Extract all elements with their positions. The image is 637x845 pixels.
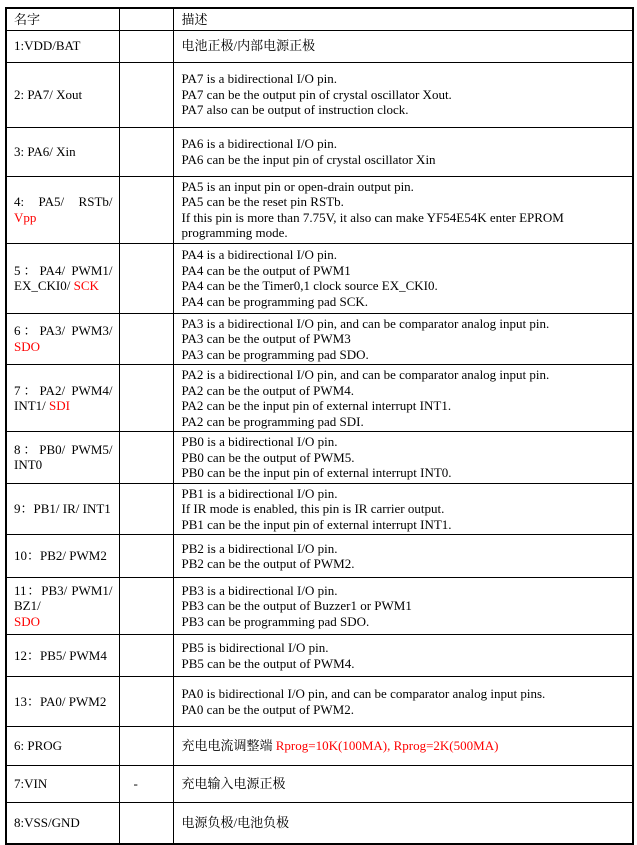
text-line xyxy=(182,263,625,279)
text-segment: 4: PA5/ RSTb/ xyxy=(14,194,113,209)
pin-name-cell xyxy=(6,483,119,535)
text-segment: PA3 can be the output of PWM3 xyxy=(181,331,351,346)
text-line xyxy=(182,152,625,168)
pin-desc-cell xyxy=(173,803,633,844)
text-segment: 6: PROG xyxy=(14,738,63,754)
text-segment: PA6 can be the input pin of crystal oscillator Xin xyxy=(181,151,436,167)
middle-cell xyxy=(119,30,173,62)
pin-name-cell xyxy=(6,176,119,243)
header-row xyxy=(6,8,633,30)
middle-cell xyxy=(119,483,173,535)
header-cell-middle xyxy=(119,8,173,30)
text-segment: PA7 also can be output of instruction clock. xyxy=(181,102,409,118)
text-segment: PB0 is a bidirectional I/O pin. xyxy=(181,434,338,449)
text-segment: 8:VSS/GND xyxy=(14,815,80,830)
text-segment: PA6 is a bidirectional I/O pin. xyxy=(181,136,338,151)
pin-desc-cell xyxy=(173,243,633,313)
text-segment: programming mode. xyxy=(181,225,288,240)
text-line xyxy=(182,541,625,557)
pin-name-cell xyxy=(6,578,119,635)
text-line xyxy=(14,278,113,294)
text-segment: PA4 can be the output of PWM1 xyxy=(181,262,351,278)
text-line xyxy=(14,457,113,473)
text-segment: PA0 can be the output of PWM2. xyxy=(181,701,354,717)
text-line xyxy=(14,323,113,339)
text-segment: PB5 is bidirectional I/O pin. xyxy=(181,640,329,655)
text-line xyxy=(182,398,625,414)
text-line xyxy=(182,614,625,630)
text-segment: 8：PB0/ PWM5/ xyxy=(14,441,113,457)
text-line xyxy=(182,136,625,152)
pin-desc-cell xyxy=(173,365,633,432)
middle-cell xyxy=(119,803,173,844)
red-text-segment: SDI xyxy=(49,398,70,413)
text-segment: 11：PB3/ PWM1/ xyxy=(14,582,113,598)
middle-cell xyxy=(119,727,173,766)
text-line xyxy=(14,738,113,754)
pin-desc-cell xyxy=(173,578,633,635)
pin-name-cell xyxy=(6,127,119,176)
red-text-segment: SDO xyxy=(14,338,41,354)
pin-name-cell xyxy=(6,432,119,484)
pin-name-cell xyxy=(6,677,119,727)
text-segment: PA4 is a bidirectional I/O pin. xyxy=(181,247,338,262)
pin-desc-cell xyxy=(173,313,633,365)
table-row xyxy=(6,62,633,127)
text-segment: 3: PA6/ Xin xyxy=(14,143,76,159)
pin-name-cell xyxy=(6,365,119,432)
text-line xyxy=(182,367,625,383)
text-line xyxy=(182,102,625,118)
middle-cell xyxy=(119,677,173,727)
red-text-segment: SCK xyxy=(73,278,99,293)
pin-name-cell xyxy=(6,313,119,365)
text-line xyxy=(182,414,625,430)
text-line xyxy=(182,556,625,572)
table-row xyxy=(6,483,633,535)
text-line xyxy=(14,776,113,792)
text-segment: 电池正极/内部电源正极 xyxy=(181,38,316,54)
pin-desc-cell xyxy=(173,127,633,176)
text-line xyxy=(182,434,625,450)
text-line xyxy=(182,278,625,294)
text-line xyxy=(182,87,625,103)
pin-desc-cell xyxy=(173,62,633,127)
table-row xyxy=(6,727,633,766)
text-line xyxy=(14,614,113,630)
text-segment: PB2 is a bidirectional I/O pin. xyxy=(181,540,338,556)
text-line xyxy=(182,702,625,718)
text-segment: 5：PA4/ PWM1/ xyxy=(14,262,113,278)
middle-cell xyxy=(119,432,173,484)
text-line xyxy=(14,38,113,54)
table-row xyxy=(6,803,633,844)
pin-desc-cell xyxy=(173,432,633,484)
text-line xyxy=(14,210,113,226)
text-segment: PA4 can be programming pad SCK. xyxy=(181,293,369,309)
text-line xyxy=(14,548,113,564)
pin-desc-cell xyxy=(173,30,633,62)
middle-cell xyxy=(119,365,173,432)
text-segment: 10：PB2/ PWM2 xyxy=(14,548,107,564)
text-line xyxy=(14,87,113,103)
text-line xyxy=(182,501,625,517)
text-segment: PB3 is a bidirectional I/O pin. xyxy=(181,582,338,598)
text-segment: 7:VIN xyxy=(14,776,48,792)
table-row xyxy=(6,313,633,365)
text-line xyxy=(182,583,625,599)
text-segment: PA7 can be the output pin of crystal oscillator Xout. xyxy=(181,86,452,102)
text-line xyxy=(182,331,625,347)
table-row xyxy=(6,635,633,677)
pin-name-cell xyxy=(6,766,119,803)
text-line xyxy=(182,686,625,702)
text-segment: If IR mode is enabled, this pin is IR carrier output. xyxy=(181,501,445,516)
text-line xyxy=(14,398,113,414)
text-segment: PA3 is a bidirectional I/O pin, and can be comparator analog input pin. xyxy=(181,315,550,331)
text-line xyxy=(182,71,625,87)
pin-desc-cell xyxy=(173,535,633,578)
text-line xyxy=(14,263,113,279)
text-segment: 2: PA7/ Xout xyxy=(14,86,83,102)
table-row xyxy=(6,365,633,432)
text-segment: PA4 can be the Timer0,1 clock source EX_CKI0. xyxy=(181,278,438,293)
text-line xyxy=(14,501,113,517)
text-segment: PB3 can be the output of Buzzer1 or PWM1 xyxy=(181,598,412,614)
middle-cell xyxy=(119,243,173,313)
header-cell-desc: 描述 xyxy=(173,8,633,30)
text-line xyxy=(182,517,625,533)
text-segment: 7：PA2/ PWM4/ xyxy=(14,382,113,398)
text-segment: 13：PA0/ PWM2 xyxy=(14,693,107,709)
text-segment: If this pin is more than 7.75V, it also can make YF54E54K enter EPROM xyxy=(181,209,564,225)
pin-desc-cell xyxy=(173,635,633,677)
text-segment: PA2 can be the input pin of external interrupt INT1. xyxy=(181,398,452,413)
text-segment: PB1 can be the input pin of external interrupt INT1. xyxy=(181,516,452,532)
text-line xyxy=(14,815,113,831)
pin-name-cell xyxy=(6,803,119,844)
table-row xyxy=(6,578,633,635)
text-line xyxy=(14,194,113,210)
text-line xyxy=(14,648,113,664)
middle-cell: - xyxy=(119,766,173,803)
text-segment: PA5 is an input pin or open-drain output pin. xyxy=(181,178,414,194)
text-segment: 9：PB1/ IR/ INT1 xyxy=(14,501,111,516)
table-row xyxy=(6,432,633,484)
text-segment: PA0 is bidirectional I/O pin, and can be comparator analog input pins. xyxy=(181,686,546,701)
text-segment: PB0 can be the output of PWM5. xyxy=(181,449,355,465)
header-cell-name: 名字 xyxy=(6,8,119,30)
text-line xyxy=(182,179,625,195)
middle-cell xyxy=(119,313,173,365)
pin-desc-cell xyxy=(173,766,633,803)
text-line xyxy=(182,194,625,210)
text-line xyxy=(14,144,113,160)
red-text-segment: SDO xyxy=(14,613,41,629)
pin-name-cell xyxy=(6,62,119,127)
text-segment: PB0 can be the input pin of external interrupt INT0. xyxy=(181,465,452,480)
text-line xyxy=(182,656,625,672)
pin-description-table xyxy=(5,7,634,845)
table-row xyxy=(6,127,633,176)
table-row xyxy=(6,30,633,62)
pin-desc-cell xyxy=(173,176,633,243)
pin-name-cell xyxy=(6,727,119,766)
text-line xyxy=(182,316,625,332)
text-segment: 1:VDD/BAT xyxy=(14,38,81,54)
text-segment: 6：PA3/ PWM3/ xyxy=(14,323,113,339)
text-line xyxy=(182,776,625,792)
text-line xyxy=(182,38,625,54)
table-row xyxy=(6,243,633,313)
text-segment: 12：PB5/ PWM4 xyxy=(14,647,107,663)
text-line xyxy=(14,442,113,458)
text-segment: BZ1/ xyxy=(14,598,41,614)
text-line xyxy=(182,815,625,831)
text-line xyxy=(182,450,625,466)
text-line xyxy=(182,294,625,310)
pin-desc-cell xyxy=(173,727,633,766)
pin-name-cell xyxy=(6,535,119,578)
middle-cell xyxy=(119,578,173,635)
table-row xyxy=(6,677,633,727)
text-line xyxy=(182,383,625,399)
text-segment: PA2 can be programming pad SDI. xyxy=(181,413,364,429)
text-line xyxy=(182,738,625,754)
text-segment: PA5 can be the reset pin RSTb. xyxy=(181,194,344,209)
text-line xyxy=(182,247,625,263)
text-line xyxy=(182,225,625,241)
pin-name-cell xyxy=(6,30,119,62)
text-segment: EX_CKI0/ xyxy=(14,278,74,293)
text-segment: INT1/ xyxy=(14,398,50,413)
text-segment: INT0 xyxy=(14,457,43,473)
pin-table-body xyxy=(6,8,633,844)
pin-name-cell xyxy=(6,635,119,677)
text-segment: PB1 is a bidirectional I/O pin. xyxy=(181,485,338,501)
pin-name-cell xyxy=(6,243,119,313)
middle-cell xyxy=(119,176,173,243)
text-segment: PA2 is a bidirectional I/O pin, and can be comparator analog input pin. xyxy=(181,367,550,382)
text-line xyxy=(182,640,625,656)
text-segment: PB5 can be the output of PWM4. xyxy=(181,655,355,671)
table-row xyxy=(6,176,633,243)
pin-desc-cell xyxy=(173,677,633,727)
middle-cell xyxy=(119,635,173,677)
middle-cell xyxy=(119,62,173,127)
text-segment: 充电输入电源正极 xyxy=(181,776,286,792)
text-line xyxy=(182,347,625,363)
text-segment: 电源负极/电池负极 xyxy=(181,815,290,830)
middle-cell xyxy=(119,535,173,578)
text-line xyxy=(182,598,625,614)
text-line xyxy=(14,694,113,710)
table-row xyxy=(6,535,633,578)
text-line xyxy=(14,339,113,355)
text-line xyxy=(182,486,625,502)
middle-cell xyxy=(119,127,173,176)
red-text-segment: Vpp xyxy=(14,209,37,225)
text-line xyxy=(14,383,113,399)
text-segment: PB2 can be the output of PWM2. xyxy=(181,556,355,571)
text-line xyxy=(14,583,113,599)
text-segment: PA2 can be the output of PWM4. xyxy=(181,382,354,398)
text-segment: 充电电流调整端 xyxy=(181,738,276,754)
text-segment: PA7 is a bidirectional I/O pin. xyxy=(181,71,338,87)
text-segment: PA3 can be programming pad SDO. xyxy=(181,346,369,362)
text-line xyxy=(14,598,113,614)
pin-desc-cell xyxy=(173,483,633,535)
table-row xyxy=(6,766,633,803)
red-text-segment: Rprog=10K(100MA), Rprog=2K(500MA) xyxy=(275,738,499,754)
text-segment: PB3 can be programming pad SDO. xyxy=(181,613,370,629)
text-line xyxy=(182,465,625,481)
text-line xyxy=(182,210,625,226)
